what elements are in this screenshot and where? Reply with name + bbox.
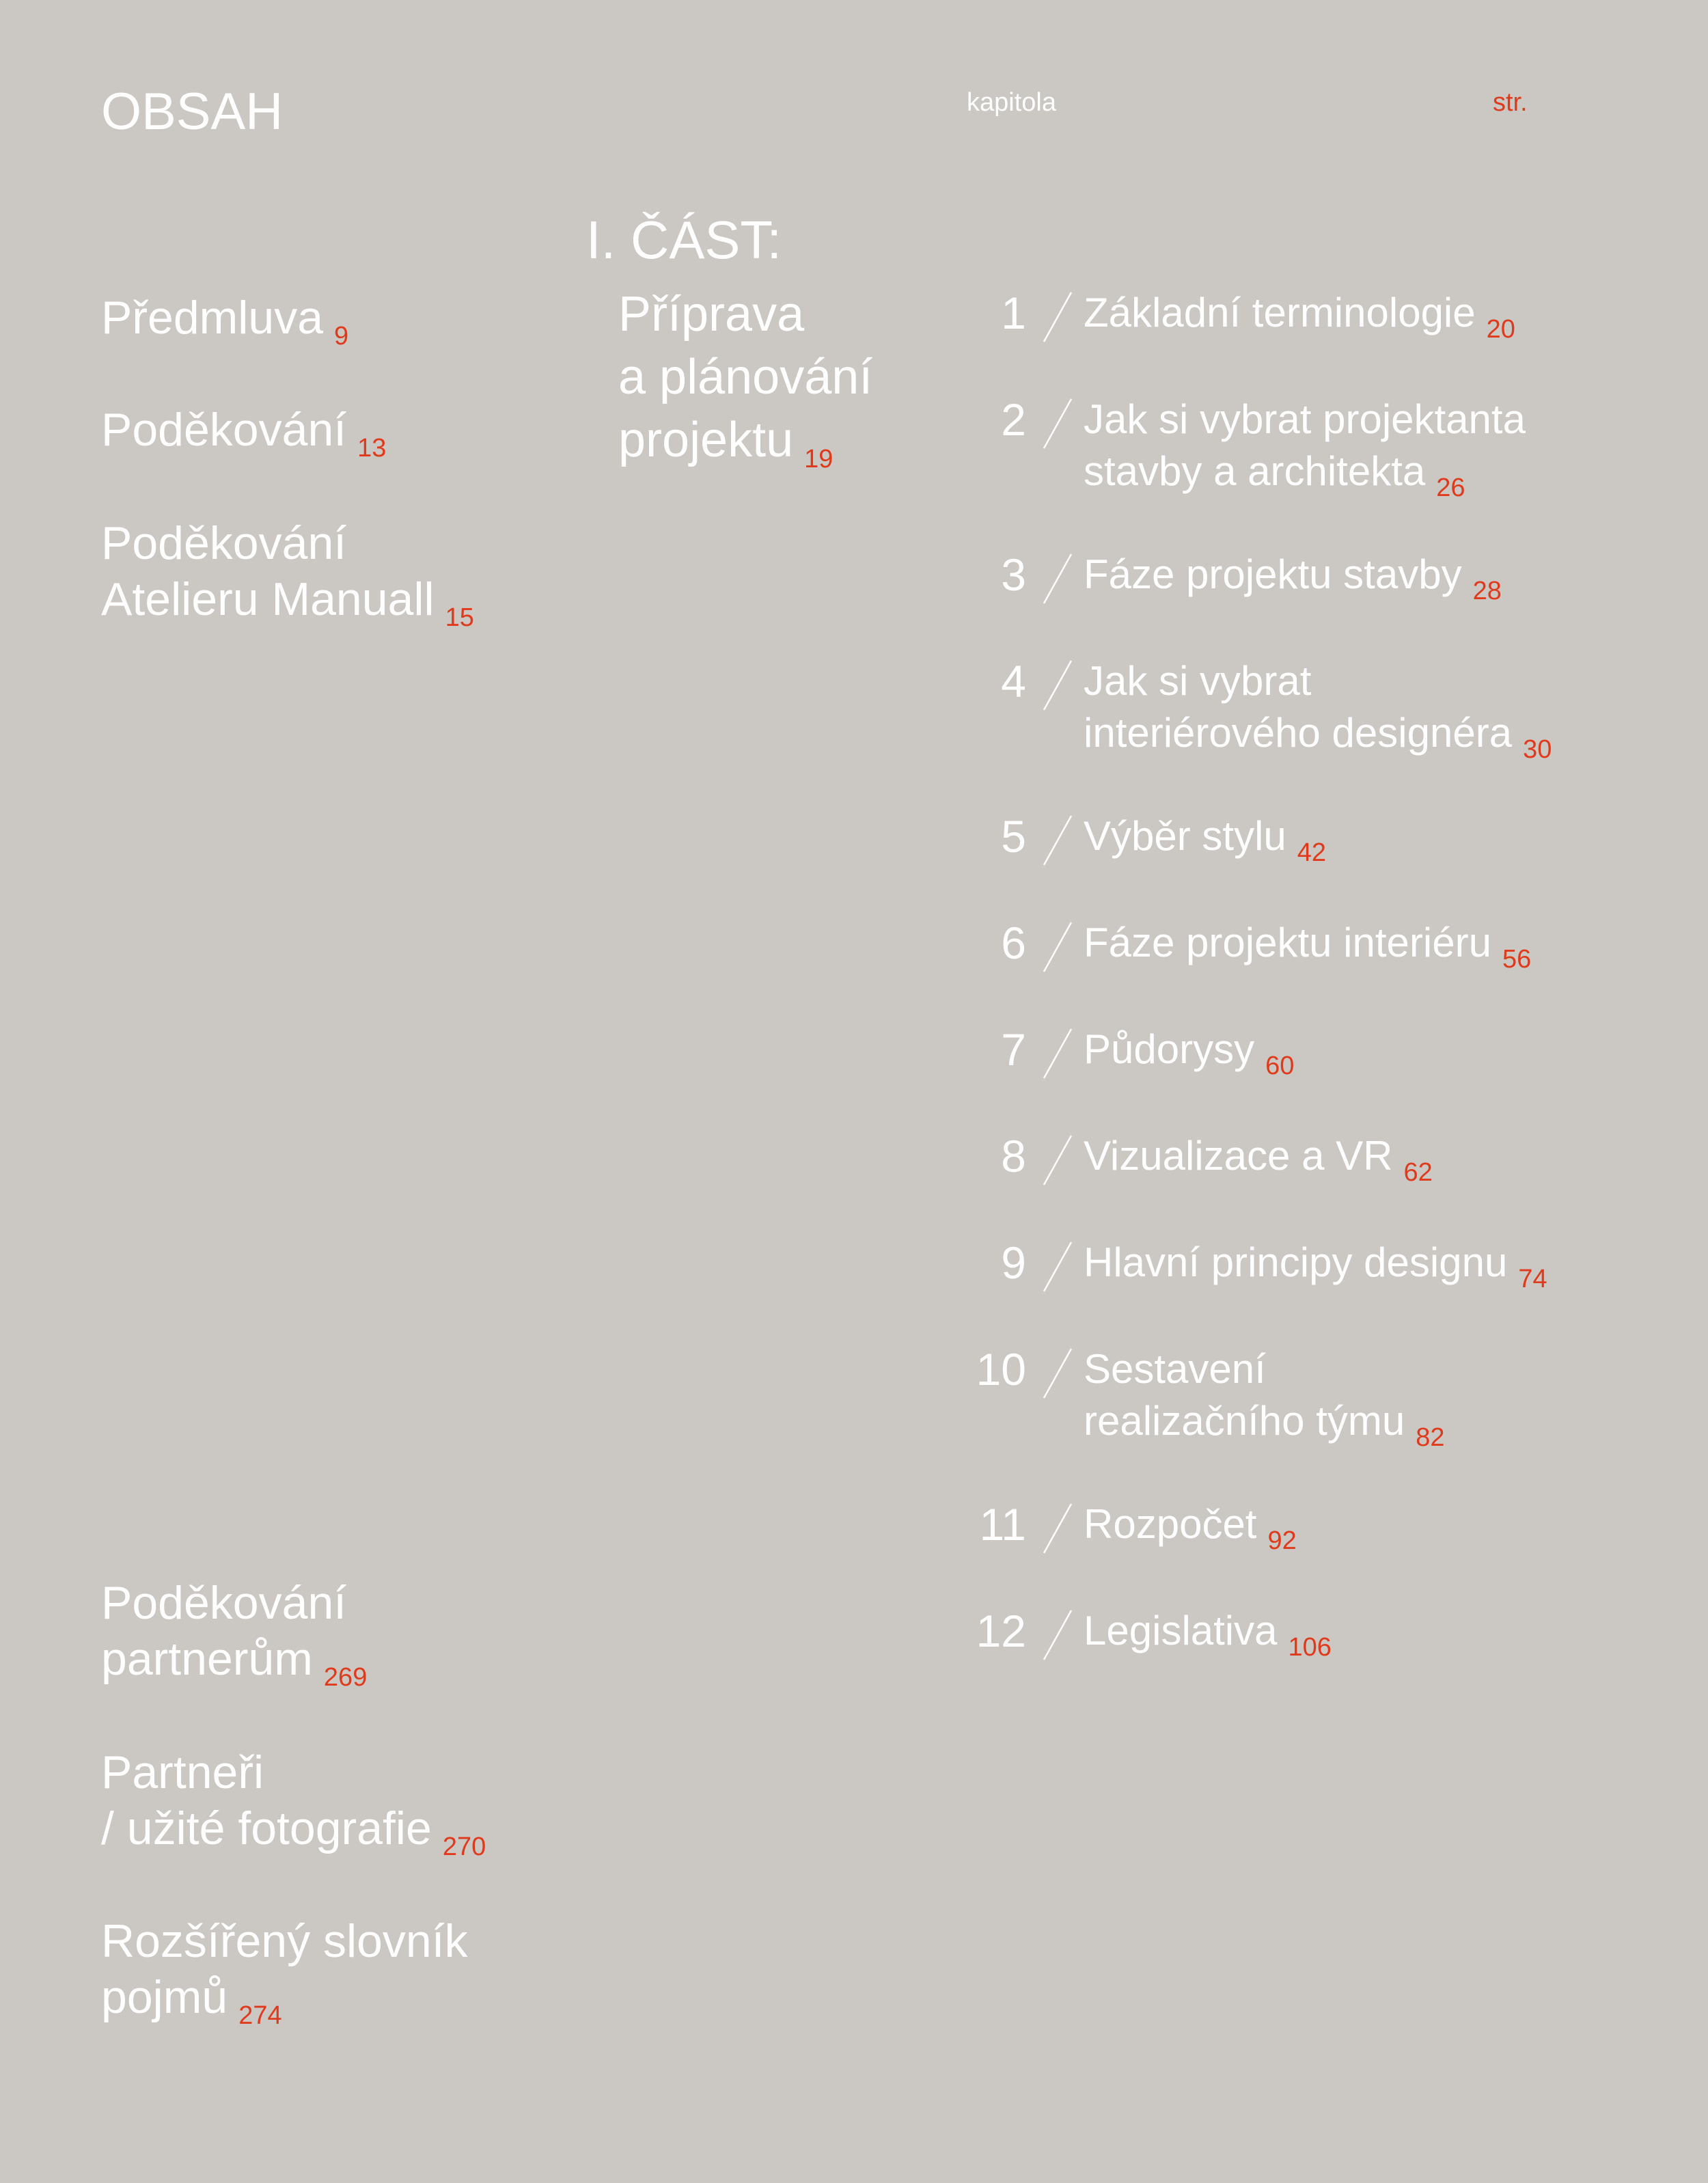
page-number: 28 (1472, 577, 1502, 605)
chapter-item[interactable] (963, 917, 1681, 976)
chapter-item[interactable] (963, 549, 1681, 607)
page-number: 92 (1267, 1526, 1297, 1555)
chapter-column-label: kapitola (967, 88, 1056, 117)
slash-divider-icon (1026, 1130, 1081, 1189)
page-number: 30 (1523, 735, 1552, 764)
slash-divider-icon (1026, 917, 1081, 976)
chapter-title: Základní terminologie (1084, 290, 1476, 335)
back-item-label: Poděkování (101, 1577, 347, 1629)
page-number: 42 (1297, 838, 1327, 867)
back-item-partner-thanks[interactable] (101, 1575, 367, 1690)
chapter-item[interactable] (963, 287, 1681, 346)
chapter-title: interiérového designéra (1084, 710, 1513, 756)
chapter-title: Půdorysy (1084, 1026, 1255, 1072)
chapter-title: Fáze projektu stavby (1084, 551, 1462, 597)
part-title-line: a plánování (618, 350, 873, 404)
page-number: 74 (1518, 1265, 1547, 1293)
front-item-acknowledgements[interactable] (101, 402, 386, 461)
page-number: 13 (357, 434, 387, 463)
front-item-label: Předmluva (101, 292, 324, 344)
chapter-number: 3 (1001, 549, 1026, 600)
back-item-label: / užité fotografie (101, 1802, 432, 1854)
toc-title: OBSAH (101, 83, 284, 141)
chapter-item[interactable] (963, 655, 1681, 763)
page-number: 56 (1502, 945, 1532, 974)
page-number: 106 (1288, 1633, 1332, 1662)
slash-divider-icon (1026, 1343, 1081, 1402)
page-number: 82 (1416, 1423, 1445, 1452)
part-label: I. ČÁST: (586, 210, 782, 270)
chapter-number: 7 (1001, 1024, 1026, 1075)
part-title-line: Příprava (618, 287, 805, 342)
chapter-number: 6 (1001, 918, 1026, 968)
back-item-label: Rozšířený slovník (101, 1915, 468, 1967)
chapter-title: Fáze projektu interiéru (1084, 920, 1491, 965)
front-item-label: Atelieru Manuall (101, 573, 435, 625)
back-item-label: pojmů (101, 1971, 228, 2023)
back-item-label: partnerům (101, 1633, 313, 1685)
chapter-number: 5 (1001, 811, 1026, 862)
chapter-title: Sestavení (1084, 1346, 1266, 1392)
page-column-label: str. (1493, 88, 1528, 117)
page-number: 26 (1436, 473, 1465, 502)
chapter-number: 10 (976, 1344, 1026, 1395)
slash-divider-icon (1026, 655, 1081, 714)
chapter-item[interactable] (963, 1498, 1681, 1557)
chapter-title: Vizualizace a VR (1084, 1133, 1393, 1179)
page-number: 15 (445, 603, 474, 632)
chapter-number: 2 (1001, 394, 1026, 445)
page-number: 20 (1486, 315, 1515, 344)
slash-divider-icon (1026, 1237, 1081, 1295)
page-number: 60 (1265, 1052, 1295, 1080)
chapter-title: Výběr stylu (1084, 813, 1286, 859)
page-number: 269 (323, 1663, 368, 1692)
front-item-label: Poděkování (101, 404, 347, 456)
chapter-item[interactable] (963, 1024, 1681, 1082)
chapter-item[interactable] (963, 810, 1681, 869)
chapter-title: Rozpočet (1084, 1501, 1257, 1547)
back-item-label: Partneři (101, 1746, 264, 1798)
back-item-glossary[interactable] (101, 1913, 468, 2029)
chapter-number: 1 (1001, 288, 1026, 338)
slash-divider-icon (1026, 287, 1081, 346)
page-number: 62 (1403, 1158, 1433, 1187)
chapter-title: Jak si vybrat projektanta (1084, 396, 1526, 442)
chapter-item[interactable] (963, 1343, 1681, 1451)
chapter-title: Legislativa (1084, 1608, 1278, 1653)
chapter-item[interactable] (963, 394, 1681, 501)
chapter-number: 9 (1001, 1237, 1026, 1288)
part-title[interactable] (618, 283, 872, 472)
page-number: 9 (334, 322, 349, 351)
slash-divider-icon (1026, 810, 1081, 869)
chapter-number: 8 (1001, 1131, 1026, 1181)
back-item-partners-photos[interactable] (101, 1744, 486, 1860)
chapter-item[interactable] (963, 1237, 1681, 1295)
slash-divider-icon (1026, 1605, 1081, 1664)
chapter-title: stavby a architekta (1084, 448, 1426, 494)
front-item-label: Poděkování (101, 517, 347, 569)
chapter-title: Jak si vybrat (1084, 658, 1312, 704)
chapter-title: realizačního týmu (1084, 1398, 1405, 1444)
chapter-item[interactable] (963, 1130, 1681, 1189)
chapter-number: 12 (976, 1606, 1026, 1656)
page-number: 270 (442, 1832, 486, 1861)
chapter-number: 11 (979, 1499, 1026, 1550)
chapter-item[interactable] (963, 1605, 1681, 1664)
chapter-list (963, 287, 1681, 1664)
page-number: 274 (238, 2001, 282, 2030)
part-title-line: projektu (618, 413, 794, 467)
slash-divider-icon (1026, 1498, 1081, 1557)
slash-divider-icon (1026, 394, 1081, 452)
front-item-acknowledgements-atelier[interactable] (101, 515, 474, 631)
page-number: 19 (804, 445, 834, 473)
chapter-number: 4 (1001, 656, 1026, 706)
front-item-preface[interactable] (101, 290, 348, 349)
slash-divider-icon (1026, 549, 1081, 607)
chapter-title: Hlavní principy designu (1084, 1239, 1508, 1285)
slash-divider-icon (1026, 1024, 1081, 1082)
